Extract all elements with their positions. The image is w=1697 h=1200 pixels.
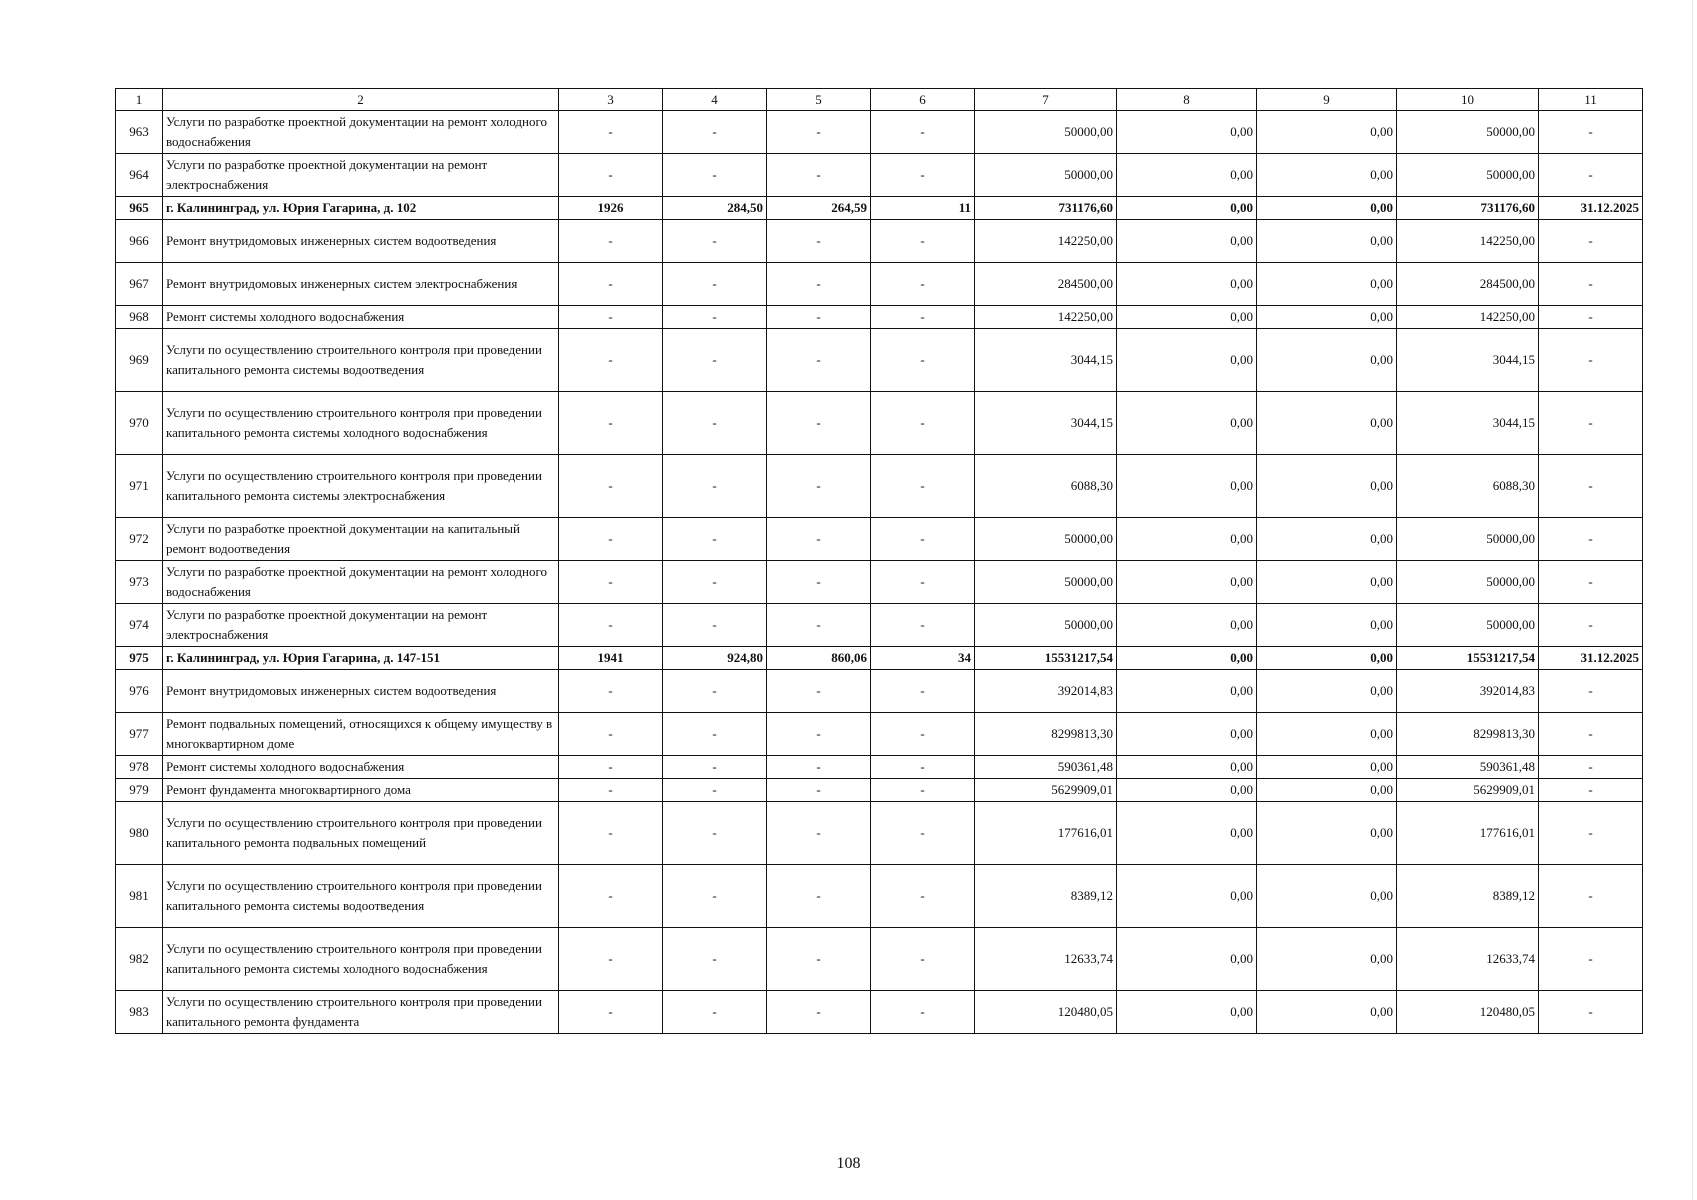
cell-col5: - [767, 561, 871, 604]
column-header-6: 6 [871, 89, 975, 111]
cell-col7: 15531217,54 [975, 647, 1117, 670]
cell-col3: - [559, 865, 663, 928]
cell-col7: 142250,00 [975, 220, 1117, 263]
cell-col4: - [663, 865, 767, 928]
cell-col7: 392014,83 [975, 670, 1117, 713]
cell-col5: - [767, 756, 871, 779]
cell-col11: - [1539, 779, 1643, 802]
column-header-5: 5 [767, 89, 871, 111]
cell-name: Услуги по разработке проектной документации на ремонт электроснабжения [163, 154, 559, 197]
cell-col8: 0,00 [1117, 647, 1257, 670]
cell-col5: 860,06 [767, 647, 871, 670]
cell-name: Ремонт фундамента многоквартирного дома [163, 779, 559, 802]
table-row [116, 756, 1643, 779]
column-header-3: 3 [559, 89, 663, 111]
cell-col8: 0,00 [1117, 604, 1257, 647]
cell-col6: - [871, 518, 975, 561]
cell-col6: - [871, 263, 975, 306]
cell-col6: - [871, 991, 975, 1034]
cell-number: 965 [116, 197, 163, 220]
cell-number: 964 [116, 154, 163, 197]
cell-col6: - [871, 329, 975, 392]
cell-col6: - [871, 561, 975, 604]
cell-col9: 0,00 [1257, 779, 1397, 802]
cell-col4: - [663, 802, 767, 865]
column-header-9: 9 [1257, 89, 1397, 111]
cell-col10: 50000,00 [1397, 111, 1539, 154]
cell-col7: 284500,00 [975, 263, 1117, 306]
cell-col10: 177616,01 [1397, 802, 1539, 865]
cell-col9: 0,00 [1257, 306, 1397, 329]
cell-col3: - [559, 928, 663, 991]
cell-col3: - [559, 455, 663, 518]
cell-col7: 12633,74 [975, 928, 1117, 991]
cell-col8: 0,00 [1117, 220, 1257, 263]
cell-col9: 0,00 [1257, 197, 1397, 220]
cell-col4: - [663, 713, 767, 756]
cell-col8: 0,00 [1117, 329, 1257, 392]
cell-col9: 0,00 [1257, 647, 1397, 670]
cell-col8: 0,00 [1117, 111, 1257, 154]
cell-col5: - [767, 392, 871, 455]
cell-col7: 5629909,01 [975, 779, 1117, 802]
cell-col9: 0,00 [1257, 263, 1397, 306]
cell-col5: - [767, 111, 871, 154]
cell-col8: 0,00 [1117, 154, 1257, 197]
cell-col11: - [1539, 329, 1643, 392]
cell-col6: - [871, 713, 975, 756]
table-row [116, 991, 1643, 1034]
cell-col10: 284500,00 [1397, 263, 1539, 306]
cell-number: 971 [116, 455, 163, 518]
cell-col4: - [663, 561, 767, 604]
cell-col3: - [559, 670, 663, 713]
cell-col7: 50000,00 [975, 518, 1117, 561]
cell-col3: - [559, 713, 663, 756]
cell-col7: 3044,15 [975, 329, 1117, 392]
cell-name: г. Калининград, ул. Юрия Гагарина, д. 147-151 [163, 647, 559, 670]
cell-number: 970 [116, 392, 163, 455]
cell-col4: - [663, 455, 767, 518]
cell-col8: 0,00 [1117, 802, 1257, 865]
cell-name: Услуги по осуществлению строительного контроля при проведении капитального ремонта системы водоотведения [163, 329, 559, 392]
cell-col9: 0,00 [1257, 670, 1397, 713]
cell-col4: - [663, 991, 767, 1034]
cell-col4: 284,50 [663, 197, 767, 220]
cell-col4: - [663, 779, 767, 802]
cell-col10: 590361,48 [1397, 756, 1539, 779]
table-row-address [116, 647, 1643, 670]
cell-col3: - [559, 306, 663, 329]
cell-col11: - [1539, 928, 1643, 991]
cell-col7: 50000,00 [975, 154, 1117, 197]
cell-col9: 0,00 [1257, 111, 1397, 154]
cell-name: Ремонт внутридомовых инженерных систем водоотведения [163, 220, 559, 263]
cell-col6: 34 [871, 647, 975, 670]
cell-col7: 590361,48 [975, 756, 1117, 779]
cell-col7: 50000,00 [975, 111, 1117, 154]
cell-number: 978 [116, 756, 163, 779]
table-row [116, 670, 1643, 713]
cell-col5: - [767, 329, 871, 392]
cell-number: 979 [116, 779, 163, 802]
cell-col6: - [871, 604, 975, 647]
table-row [116, 518, 1643, 561]
column-header-4: 4 [663, 89, 767, 111]
cell-col11: 31.12.2025 [1539, 647, 1643, 670]
cell-number: 969 [116, 329, 163, 392]
cell-col7: 731176,60 [975, 197, 1117, 220]
table-row [116, 154, 1643, 197]
cell-col3: - [559, 756, 663, 779]
column-header-10: 10 [1397, 89, 1539, 111]
cell-col8: 0,00 [1117, 713, 1257, 756]
cell-col6: - [871, 455, 975, 518]
cell-number: 963 [116, 111, 163, 154]
cell-col3: - [559, 220, 663, 263]
cell-name: Услуги по разработке проектной документации на ремонт холодного водоснабжения [163, 561, 559, 604]
cell-col11: - [1539, 802, 1643, 865]
cell-col11: - [1539, 154, 1643, 197]
cell-name: Услуги по осуществлению строительного контроля при проведении капитального ремонта системы электроснабжения [163, 455, 559, 518]
cell-col5: - [767, 518, 871, 561]
cell-col7: 50000,00 [975, 561, 1117, 604]
cell-col9: 0,00 [1257, 991, 1397, 1034]
cell-col10: 120480,05 [1397, 991, 1539, 1034]
cell-col5: 264,59 [767, 197, 871, 220]
cell-name: Ремонт внутридомовых инженерных систем водоотведения [163, 670, 559, 713]
cell-number: 982 [116, 928, 163, 991]
cell-col9: 0,00 [1257, 455, 1397, 518]
column-number-header [116, 89, 1643, 111]
cell-col5: - [767, 604, 871, 647]
cell-col8: 0,00 [1117, 756, 1257, 779]
cell-col11: - [1539, 111, 1643, 154]
cell-col10: 50000,00 [1397, 154, 1539, 197]
cell-name: Услуги по разработке проектной документации на капитальный ремонт водоотведения [163, 518, 559, 561]
cell-col11: - [1539, 518, 1643, 561]
cell-col4: 924,80 [663, 647, 767, 670]
table-row [116, 263, 1643, 306]
cell-col8: 0,00 [1117, 670, 1257, 713]
cell-col10: 3044,15 [1397, 392, 1539, 455]
cell-number: 981 [116, 865, 163, 928]
cell-number: 974 [116, 604, 163, 647]
cell-col11: - [1539, 306, 1643, 329]
cell-col4: - [663, 670, 767, 713]
cell-col3: - [559, 154, 663, 197]
table-row [116, 802, 1643, 865]
cell-col4: - [663, 756, 767, 779]
cell-col8: 0,00 [1117, 518, 1257, 561]
cell-col3: - [559, 561, 663, 604]
cell-col10: 15531217,54 [1397, 647, 1539, 670]
cell-col6: - [871, 306, 975, 329]
cell-col3: - [559, 518, 663, 561]
cell-col3: - [559, 991, 663, 1034]
cell-number: 968 [116, 306, 163, 329]
cell-col10: 50000,00 [1397, 604, 1539, 647]
table-body [116, 111, 1643, 1034]
cell-name: Ремонт системы холодного водоснабжения [163, 306, 559, 329]
column-header-2: 2 [163, 89, 559, 111]
cell-number: 967 [116, 263, 163, 306]
cell-col3: - [559, 392, 663, 455]
cell-col10: 6088,30 [1397, 455, 1539, 518]
cell-col6: - [871, 865, 975, 928]
cell-col6: - [871, 756, 975, 779]
cell-col8: 0,00 [1117, 928, 1257, 991]
cell-col10: 392014,83 [1397, 670, 1539, 713]
cell-name: Услуги по разработке проектной документации на ремонт холодного водоснабжения [163, 111, 559, 154]
cell-col3: 1941 [559, 647, 663, 670]
cell-col8: 0,00 [1117, 561, 1257, 604]
cell-col6: - [871, 220, 975, 263]
cell-col11: - [1539, 604, 1643, 647]
cell-col10: 50000,00 [1397, 518, 1539, 561]
cell-col8: 0,00 [1117, 197, 1257, 220]
cell-col11: - [1539, 865, 1643, 928]
cell-col9: 0,00 [1257, 220, 1397, 263]
cell-name: Услуги по осуществлению строительного контроля при проведении капитального ремонта системы водоотведения [163, 865, 559, 928]
cell-col5: - [767, 263, 871, 306]
cell-col5: - [767, 306, 871, 329]
cell-col9: 0,00 [1257, 802, 1397, 865]
scan-edge-line [1692, 0, 1693, 1200]
cell-number: 976 [116, 670, 163, 713]
column-header-1: 1 [116, 89, 163, 111]
cell-col5: - [767, 928, 871, 991]
cell-col10: 142250,00 [1397, 306, 1539, 329]
cell-col11: 31.12.2025 [1539, 197, 1643, 220]
cell-col11: - [1539, 392, 1643, 455]
cell-col6: - [871, 111, 975, 154]
cell-col11: - [1539, 561, 1643, 604]
column-header-11: 11 [1539, 89, 1643, 111]
cell-col5: - [767, 220, 871, 263]
cell-col11: - [1539, 991, 1643, 1034]
cell-col4: - [663, 263, 767, 306]
cell-col10: 50000,00 [1397, 561, 1539, 604]
column-header-7: 7 [975, 89, 1117, 111]
cell-col6: 11 [871, 197, 975, 220]
table-row [116, 220, 1643, 263]
cell-col8: 0,00 [1117, 865, 1257, 928]
repair-plan-table [115, 88, 1643, 1034]
cell-col3: - [559, 111, 663, 154]
table-row [116, 561, 1643, 604]
cell-col3: - [559, 802, 663, 865]
cell-col7: 50000,00 [975, 604, 1117, 647]
cell-col8: 0,00 [1117, 392, 1257, 455]
cell-col7: 6088,30 [975, 455, 1117, 518]
table-row-address [116, 197, 1643, 220]
cell-name: Услуги по осуществлению строительного контроля при проведении капитального ремонта системы холодного водоснабжения [163, 928, 559, 991]
cell-col11: - [1539, 756, 1643, 779]
cell-number: 973 [116, 561, 163, 604]
cell-col4: - [663, 306, 767, 329]
cell-col4: - [663, 154, 767, 197]
cell-col4: - [663, 220, 767, 263]
cell-name: Услуги по осуществлению строительного контроля при проведении капитального ремонта фундамента [163, 991, 559, 1034]
cell-col5: - [767, 865, 871, 928]
cell-col7: 8389,12 [975, 865, 1117, 928]
cell-col7: 8299813,30 [975, 713, 1117, 756]
table-row [116, 329, 1643, 392]
cell-col6: - [871, 154, 975, 197]
cell-col10: 3044,15 [1397, 329, 1539, 392]
cell-col5: - [767, 455, 871, 518]
cell-col4: - [663, 928, 767, 991]
cell-name: Услуги по осуществлению строительного контроля при проведении капитального ремонта системы холодного водоснабжения [163, 392, 559, 455]
cell-number: 983 [116, 991, 163, 1034]
table-row [116, 111, 1643, 154]
cell-col8: 0,00 [1117, 263, 1257, 306]
cell-col10: 731176,60 [1397, 197, 1539, 220]
cell-col10: 5629909,01 [1397, 779, 1539, 802]
cell-col9: 0,00 [1257, 928, 1397, 991]
cell-col9: 0,00 [1257, 604, 1397, 647]
cell-col5: - [767, 779, 871, 802]
cell-name: Услуги по осуществлению строительного контроля при проведении капитального ремонта подвальных помещений [163, 802, 559, 865]
cell-col4: - [663, 329, 767, 392]
cell-col3: - [559, 329, 663, 392]
cell-number: 966 [116, 220, 163, 263]
cell-col3: - [559, 604, 663, 647]
cell-number: 972 [116, 518, 163, 561]
table-row [116, 928, 1643, 991]
cell-col5: - [767, 713, 871, 756]
page-number: 108 [836, 1155, 861, 1172]
cell-name: г. Калининград, ул. Юрия Гагарина, д. 102 [163, 197, 559, 220]
table-row [116, 306, 1643, 329]
cell-name: Ремонт системы холодного водоснабжения [163, 756, 559, 779]
cell-col5: - [767, 991, 871, 1034]
cell-col9: 0,00 [1257, 392, 1397, 455]
cell-col4: - [663, 518, 767, 561]
table-row [116, 713, 1643, 756]
cell-col11: - [1539, 263, 1643, 306]
cell-col11: - [1539, 713, 1643, 756]
cell-col8: 0,00 [1117, 455, 1257, 518]
cell-col10: 8299813,30 [1397, 713, 1539, 756]
cell-col6: - [871, 928, 975, 991]
cell-col7: 120480,05 [975, 991, 1117, 1034]
table-row [116, 865, 1643, 928]
cell-col9: 0,00 [1257, 154, 1397, 197]
cell-col3: 1926 [559, 197, 663, 220]
cell-col6: - [871, 670, 975, 713]
cell-col9: 0,00 [1257, 756, 1397, 779]
cell-col10: 142250,00 [1397, 220, 1539, 263]
cell-col11: - [1539, 455, 1643, 518]
cell-col8: 0,00 [1117, 306, 1257, 329]
cell-col9: 0,00 [1257, 561, 1397, 604]
cell-col4: - [663, 604, 767, 647]
cell-name: Ремонт внутридомовых инженерных систем электроснабжения [163, 263, 559, 306]
cell-col7: 177616,01 [975, 802, 1117, 865]
cell-col9: 0,00 [1257, 713, 1397, 756]
cell-col5: - [767, 802, 871, 865]
table-row [116, 455, 1643, 518]
cell-col8: 0,00 [1117, 779, 1257, 802]
cell-number: 977 [116, 713, 163, 756]
cell-col9: 0,00 [1257, 865, 1397, 928]
cell-col10: 12633,74 [1397, 928, 1539, 991]
cell-col6: - [871, 392, 975, 455]
column-header-8: 8 [1117, 89, 1257, 111]
cell-col4: - [663, 111, 767, 154]
cell-col3: - [559, 779, 663, 802]
cell-col7: 3044,15 [975, 392, 1117, 455]
table-row [116, 779, 1643, 802]
cell-col4: - [663, 392, 767, 455]
table-row [116, 604, 1643, 647]
cell-number: 980 [116, 802, 163, 865]
cell-col3: - [559, 263, 663, 306]
cell-name: Услуги по разработке проектной документации на ремонт электроснабжения [163, 604, 559, 647]
cell-col9: 0,00 [1257, 518, 1397, 561]
cell-col6: - [871, 779, 975, 802]
cell-col7: 142250,00 [975, 306, 1117, 329]
cell-col5: - [767, 670, 871, 713]
cell-col10: 8389,12 [1397, 865, 1539, 928]
table-row [116, 392, 1643, 455]
cell-col5: - [767, 154, 871, 197]
cell-col8: 0,00 [1117, 991, 1257, 1034]
cell-col11: - [1539, 220, 1643, 263]
cell-col9: 0,00 [1257, 329, 1397, 392]
cell-col6: - [871, 802, 975, 865]
cell-name: Ремонт подвальных помещений, относящихся к общему имуществу в многоквартирном доме [163, 713, 559, 756]
cell-col11: - [1539, 670, 1643, 713]
cell-number: 975 [116, 647, 163, 670]
